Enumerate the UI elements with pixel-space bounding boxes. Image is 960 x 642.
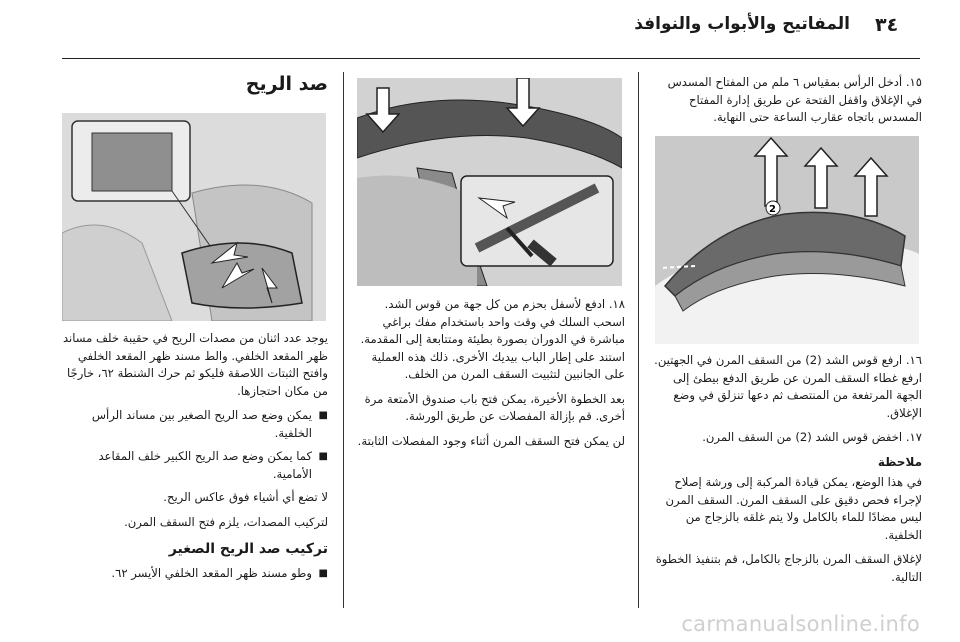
bullet-square-icon: ■ bbox=[318, 451, 328, 462]
figure-wind-deflector-bag bbox=[62, 113, 326, 321]
note-text: في هذا الوضع، يمكن قيادة المركبة إلى ورشة إصلاح لإجراء فحص دقيق على السقف المرن. السقف المرن ليس مضادًا للماء بالكامل ولا يتم غلقه بالزجاج من الخلفية. bbox=[665, 475, 922, 542]
step-17: ١٧. اخفض قوس الشد (2) من السقف المرن. bbox=[702, 430, 922, 444]
page-header bbox=[0, 0, 960, 56]
watermark: carmanualsonline.info bbox=[681, 612, 920, 636]
header-divider bbox=[62, 58, 920, 59]
note-title: ملاحظة bbox=[877, 454, 922, 469]
bullet-text: كما يمكن وضع صد الريح الكبير خلف المقاعد الأمامية. bbox=[98, 449, 312, 481]
bullet-item bbox=[62, 448, 328, 483]
caution-1: لا تضع أي أشياء فوق عاكس الريح. bbox=[163, 490, 328, 504]
warning-text: لن يمكن فتح السقف المرن أثناء وجود المفصلات الثابتة. bbox=[357, 433, 625, 448]
bullet-text: وطو مسند ظهر المقعد الخلفي الأيسر ٦٢. bbox=[111, 565, 312, 580]
bullet-square-icon: ■ bbox=[318, 410, 328, 421]
bullet-square-icon: ■ bbox=[318, 567, 328, 579]
note-text-2: لإغلاق السقف المرن بالزجاج بالكامل، قم بتنفيذ الخطوة التالية. bbox=[655, 552, 922, 584]
right-column bbox=[650, 74, 922, 134]
caution-2: لتركيب المصدات، يلزم فتح السقف المرن. bbox=[124, 514, 328, 529]
bullet-text: يمكن وضع صد الريح الصغير بين مساند الرأس الخلفية. bbox=[91, 408, 312, 440]
subheading-install: تركيب صد الريح الصغير bbox=[168, 541, 328, 557]
deflector-intro: يوجد عدد اثنان من مصدات الريح في حقيبة خلف مساند ظهر المقعد الخلفي. والط مسند ظهر المقعد الخلفي وافتح الثبتات اللاصقة فليكو ثم حرك الشنطة ٦٢، خارجًا من مكان احتجازها. bbox=[62, 331, 328, 398]
step-15: ١٥. أدخل الرأس بمقياس ٦ ملم من المفتاح المسدس في الإغلاق واقفل الفتحة عن طريق إدارة المفتاح المسدس باتجاه عقارب الساعة حتى النهاية. bbox=[667, 75, 922, 124]
middle-column bbox=[355, 296, 625, 457]
right-column-lower bbox=[650, 352, 922, 593]
step-18: ١٨. ادفع لأسفل بحزم من كل جهة من قوس الشد. اسحب السلك في وقت واحد باستخدام مفك براغي مباشرة في الدوران بصورة بطيئة ومتتابعة إلى المقدمة. استند على إطار الباب بيديك الأخرى. ذلك هذه العملية على الجانبين لتثبيت السقف المرن من الخلف. bbox=[360, 297, 625, 381]
figure-label-2: 2 bbox=[769, 204, 776, 215]
page-number: ٣٤ bbox=[875, 14, 899, 36]
step-16: ١٦. ارفع قوس الشد (2) من السقف المرن في الجهتين. ارفع غطاء السقف المرن عن طريق الدفع بيطئ إلى الجهة المرتفعة من المنتصف ثم دعها تنزلق في وضع الإغلاق. bbox=[654, 353, 922, 420]
bullet-item bbox=[62, 565, 328, 583]
left-column bbox=[62, 330, 328, 588]
figure-tension-bow-screwdriver bbox=[357, 78, 622, 286]
bullet-item bbox=[62, 407, 328, 442]
chapter-title: المفاتيح والأبواب والنوافذ bbox=[634, 14, 850, 34]
column-divider-left bbox=[343, 72, 344, 608]
left-column-title bbox=[62, 73, 328, 106]
step-after-note: بعد الخطوة الأخيرة، يمكن فتح باب صندوق الأمتعة مرة أخرى. قم بإزالة المفصلات عن طريق الورشة. bbox=[364, 391, 625, 423]
column-divider-right bbox=[638, 72, 639, 608]
figure-convertible-top-cover bbox=[655, 136, 919, 344]
section-title: صد الريح bbox=[245, 73, 328, 95]
